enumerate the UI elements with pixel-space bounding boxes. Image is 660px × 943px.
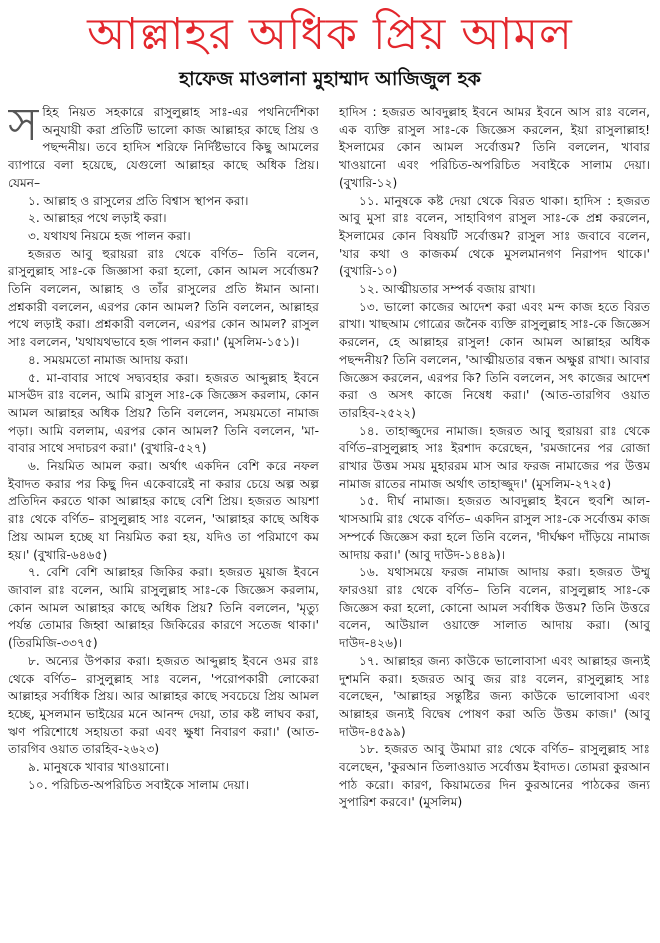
list-item: ১৪. তাহাজ্জুদের নামাজ। হজরত আবু হুরায়রা রাঃ থেকে বর্ণিত–রাসুলুল্লাহ সাঃ ইরশাদ করেছেন, 'রমজানের পর রোজা রাখার উত্তম সময় মুহাররম মাস আর ফরজ নামাজের পর উত্তম নামাজ রাতের নামাজ অর্থাৎ তাহাজ্জুদ।' (মুসলিম-২৭২৫) (339, 423, 650, 491)
list-item: ৭. বেশি বেশি আল্লাহর জিকির করা। হজরত মুয়াজ ইবনে জাবাল রাঃ বলেন, আমি রাসুলুল্লাহ সাঃ-কে জিজ্ঞেস করলাম, কোন আমল আল্লাহর কাছে অধিক প্রিয়? তিনি বললেন, 'মৃত্যু পর্যন্ত তোমার জিহ্বা আল্লাহর জিকিরের কারণে সতেজ থাকা।' (তিরমিজি-৩৩৭৫) (8, 565, 319, 651)
list-item: ৫. মা-বাবার সাথে সদ্ব্যবহার করা। হজরত আব্দুল্লাহ ইবনে মাসঊদ রাঃ বলেন, আমি রাসুল সাঃ-কে জিজ্ঞেস করলাম, কোন আমল আল্লাহর অধিক প্রিয়? তিনি বললেন, সময়মতো নামাজ পড়া। আমি বললাম, এরপর কোন আমল? তিনি বললেন, 'মা-বাবার সাথে সদাচরণ করা।' (বুখারি-৫২৭) (8, 370, 319, 456)
list-item: ১৫. দীর্ঘ নামাজ। হজরত আবদুল্লাহ ইবনে হুবশি আল-খাসআমি রাঃ থেকে বর্ণিত– একদিন রাসুল সাঃ-কে সর্বোত্তম কাজ সম্পর্কে জিজ্ঞেস করা হলে তিনি বলেন, 'দীর্ঘক্ষণ দাঁড়িয়ে নামাজ আদায় করা।' (আবু দাউদ-১৪৪৯)। (339, 494, 650, 562)
list-item: ৯. মানুষকে খাবার খাওয়ানো। (28, 760, 169, 775)
list-item: ৮. অন্যের উপকার করা। হজরত আব্দুল্লাহ ইবনে ওমর রাঃ থেকে বর্ণিত– রাসুলুল্লাহ সাঃ বলেন, 'পরোপকারী লোকেরা আল্লাহর সর্বাধিক প্রিয়। আর আল্লাহর কাছে সবচেয়ে প্রিয় আমল হচ্ছে, মুসলমান ভাইয়ের মনে আনন্দ দেয়া, তার কষ্ট লাঘব করা, ঋণ পরিশোধে সহায়তা করা এবং ক্ষুধা নিবারণ করা।' (আত-তারগিব ওয়াত তারহিব-২৬২৩) (8, 653, 319, 757)
intro-paragraph (8, 104, 319, 193)
intro-text: হিহ নিয়ত সহকারে রাসুলুল্লাহ সাঃ-এর পথনির্দেশিকা অনুযায়ী করা প্রতিটি ভালো কাজ আল্লাহর কাছে প্রিয় ও পছন্দনীয়। তবে হাদিস শরিফে নির্দিষ্টভাবে কিছু আমলের ব্যাপারে বলা হয়েছে, যেগুলো আল্লাহর কাছে অধিক প্রিয়। যেমন– (8, 105, 319, 190)
list-item: ২. আল্লাহর পথে লড়াই করা। (28, 211, 167, 226)
article-title: আল্লাহর অধিক প্রিয় আমল (87, 9, 573, 60)
list-item: ১. আল্লাহ ও রাসুলের প্রতি বিশ্বাস স্থাপন করা। (28, 193, 249, 208)
author-byline: হাফেজ মাওলানা মুহাম্মাদ আজিজুল হক (179, 68, 481, 90)
list-item: ১৭. আল্লাহর জন্য কাউকে ভালোবাসা এবং আল্লাহর জন্যই দুশমনি করা। হজরত আবু জর রাঃ বলেন, রাসুলুল্লাহ সাঃ বলেছেন, 'আল্লাহর সন্তুষ্টির জন্য কাউকে ভালোবাসা এবং আল্লাহর জন্যই বিদ্বেষ পোষণ করা অতি উত্তম কাজ।' (আবু দাউদ-৪৫৯৯) (339, 653, 650, 739)
list-item: ৩. যথাযথ নিয়মে হজ পালন করা। (28, 228, 191, 243)
left-column (8, 104, 319, 940)
list-item: ১৮. হজরত আবু উমামা রাঃ থেকে বর্ণিত– রাসুলুল্লাহ সাঃ বলেছেন, 'কুরআন তিলাওয়াত সর্বোত্তম ইবাদত। তোমরা কুরআন পাঠ করো। কারণ, কিয়ামতের দিন কুরআনের পাঠকের জন্য সুপারিশ করবে।' (মুসলিম) (339, 742, 650, 810)
right-column (339, 104, 650, 940)
list-item: ১০. পরিচিত-অপরিচিত সবাইকে সালাম দেয়া। (28, 777, 250, 792)
list-item: ১২. আত্মীয়তার সম্পর্ক বজায় রাখা। (359, 282, 536, 297)
list-item: ৪. সময়মতো নামাজ আদায় করা। (28, 352, 189, 367)
hadith-paragraph: হাদিস : হজরত আবদুল্লাহ ইবনে আমর ইবনে আস রাঃ বলেন, এক ব্যক্তি রাসুল সাঃ-কে জিজ্ঞেস করলেন, ইয়া রাসুলাল্লাহ! ইসলামের কোন আমল সর্বোত্তম? তিনি বললেন, খাবার খাওয়ানো এবং পরিচিত-অপরিচিত সবাইকে সালাম দেয়া। (বুখারি-১২) (339, 105, 650, 190)
drop-cap: স (8, 104, 39, 151)
hadith-paragraph: হজরত আবু হুরায়রা রাঃ থেকে বর্ণিত– তিনি বলেন, রাসুলুল্লাহ সাঃ-কে জিজ্ঞাসা করা হলো, কোন আমল সর্বোত্তম? তিনি বললেন, আল্লাহ ও তাঁর রাসুলের প্রতি ঈমান আনা। প্রশ্নকারী বললেন, এরপর কোন আমল? তিনি বললেন, আল্লাহর পথে লড়াই করা। প্রশ্নকারী বললেন, এরপর কোন আমল? রাসুল সাঃ বললেন, 'যথাযথভাবে হজ পালন করা।' (মুসলিম-১৫১)। (8, 246, 319, 350)
list-item: ১১. মানুষকে কষ্ট দেয়া থেকে বিরত থাকা। হাদিস : হজরত আবু মুসা রাঃ বলেন, সাহাবিগণ রাসুল সাঃ-কে প্রশ্ন করলেন, ইসলামের কোন বিষয়টি সর্বোত্তম? রাসুল সাঃ জবাবে বলেন, 'যার কথা ও কাজকর্ম থেকে মুসলমানগণ নিরাপদ থাকে।' (বুখারি-১০) (339, 193, 650, 279)
list-item: ৬. নিয়মিত আমল করা। অর্থাৎ একদিন বেশি করে নফল ইবাদত করার পর কিছু দিন একেবারেই না করার চেয়ে অল্প অল্প প্রতিদিন করতে থাকা আল্লাহর কাছে বেশি প্রিয়। হজরত আয়শা রাঃ থেকে বর্ণিত– রাসুলুল্লাহ সাঃ বলেন, 'আল্লাহর কাছে অধিক প্রিয় আমল হচ্ছে যা নিয়মিত করা হয়, যদিও তা পরিমাণে কম হয়।' (বুখারি-৬৪৬৫) (8, 459, 319, 562)
list-item: ১৬. যথাসময়ে ফরজ নামাজ আদায় করা। হজরত উম্মু ফারওয়া রাঃ থেকে বর্ণিত– তিনি বলেন, রাসুলুল্লাহ সাঃ-কে জিজ্ঞেস করা হলো, কোনো আমল সর্বাধিক উত্তম? তিনি উত্তরে বলেন, আউয়াল ওয়াক্তে সালাত আদায় করা। (আবু দাউদ-৪২৬)। (339, 565, 650, 651)
list-item: ১৩. ভালো কাজের আদেশ করা এবং মন্দ কাজ হতে বিরত রাখা। খাছআম গোত্রের জনৈক ব্যক্তি রাসুলুল্লাহ সাঃ-কে জিজ্ঞেস করলেন, হে আল্লাহর রাসুল! কোন আমল আল্লাহর অধিক পছন্দনীয়? তিনি বললেন, 'আত্মীয়তার বন্ধন অক্ষুণ্ণ রাখা। আবার জিজ্ঞেস করলেন, এরপর কি? তিনি বললেন, সৎ কাজের আদেশ করা ও অসৎ কাজে নিষেধ করা।' (আত-তারগিব ওয়াত তারহিব-২৫২২) (339, 299, 650, 420)
